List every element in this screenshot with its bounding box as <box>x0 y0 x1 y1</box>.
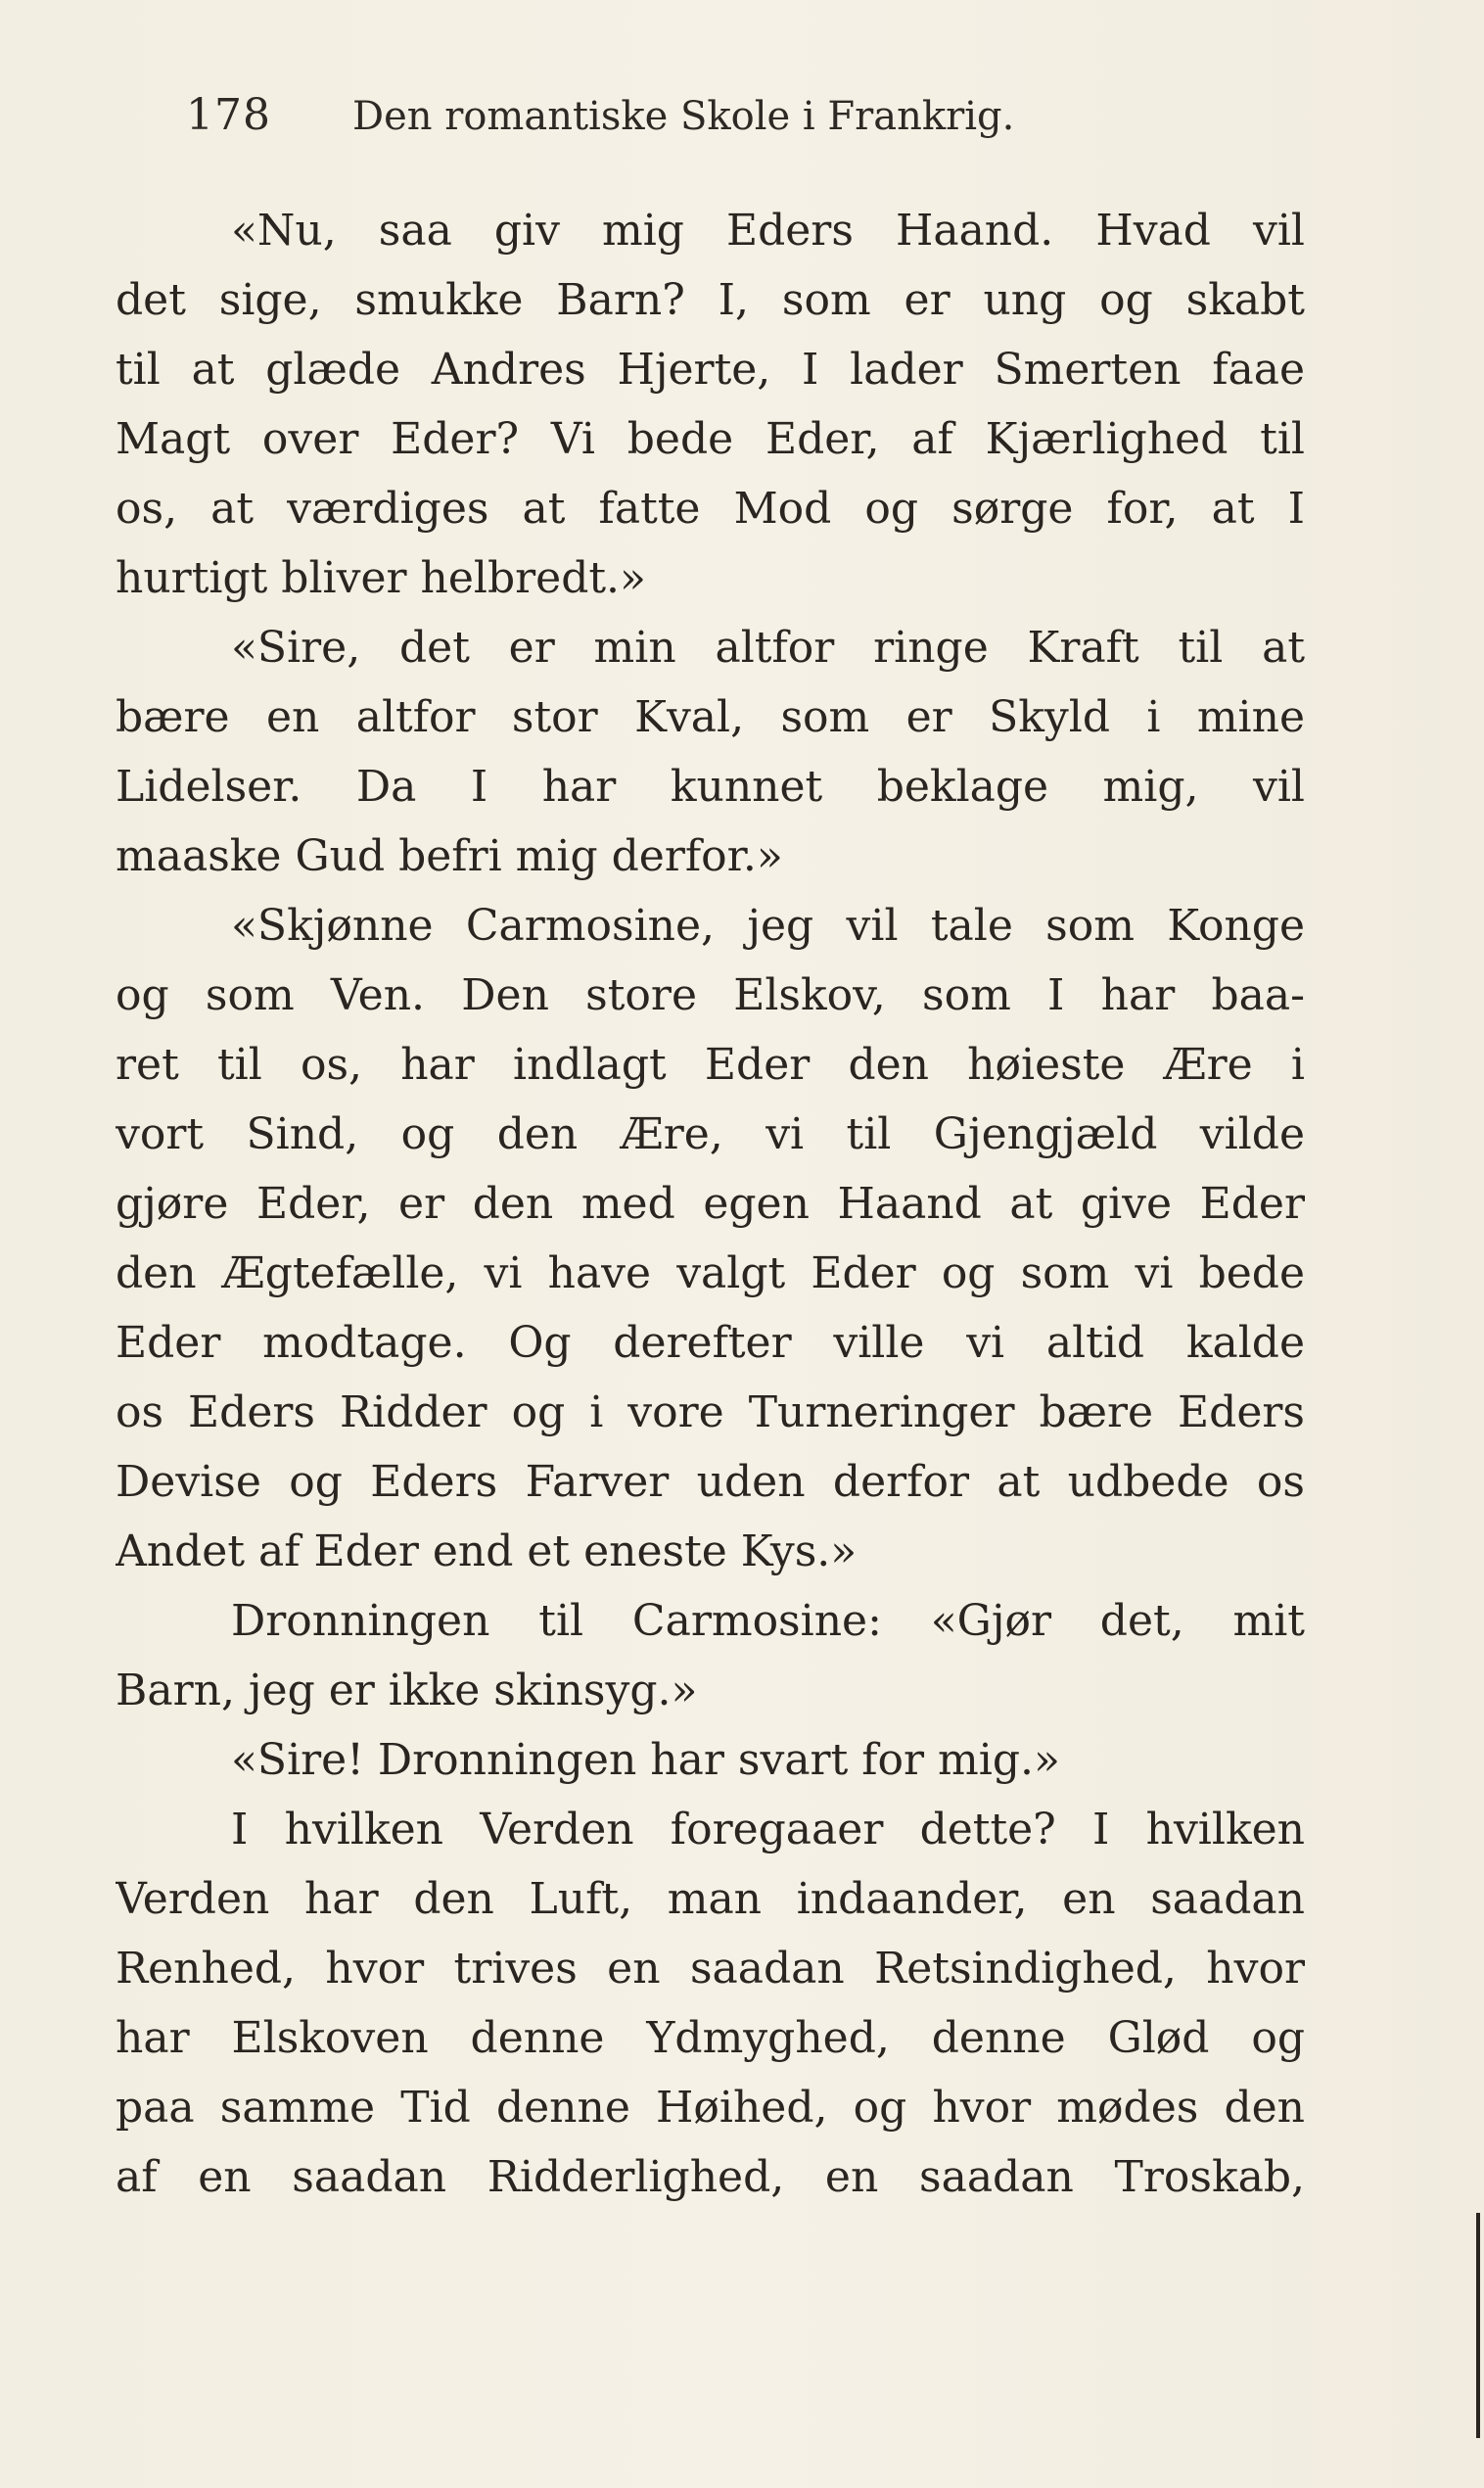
text-line: I hvilken Verden foregaaer dette? I hvilken <box>231 1805 1305 1854</box>
text-line: Magt over Eder? Vi bede Eder, af Kjærlighed til <box>116 414 1305 464</box>
text-line: os, at værdiges at fatte Mod og sørge for, at I <box>116 484 1305 534</box>
text-line: af en saadan Ridderlighed, en saadan Troskab, <box>116 2152 1305 2202</box>
text-line: og som Ven. Den store Elskov, som I har baa- <box>116 970 1305 1020</box>
text-line: hurtigt bliver helbredt.» <box>116 553 646 603</box>
running-title: Den romantiske Skole i Frankrig. <box>352 94 1015 139</box>
text-line: gjøre Eder, er den med egen Haand at give Eder <box>116 1179 1305 1229</box>
body-text <box>116 196 1305 2212</box>
text-line: vort Sind, og den Ære, vi til Gjengjæld vilde <box>116 1109 1305 1159</box>
text-line: Renhed, hvor trives en saadan Retsindighed, hvor <box>116 1944 1305 1994</box>
text-line: Eder modtage. Og derefter ville vi altid kalde <box>116 1318 1305 1368</box>
text-line: Verden har den Luft, man indaander, en saadan <box>116 1874 1305 1924</box>
text-line: Devise og Eders Farver uden derfor at udbede os <box>116 1457 1305 1507</box>
text-line: det sige, smukke Barn? I, som er ung og skabt <box>116 275 1305 325</box>
page-edge-mark <box>1476 2213 1480 2438</box>
text-line: Barn, jeg er ikke skinsyg.» <box>116 1666 698 1715</box>
text-line: Dronningen til Carmosine: «Gjør det, mit <box>231 1596 1305 1646</box>
text-line: os Eders Ridder og i vore Turneringer bære Eders <box>116 1387 1305 1437</box>
text-line: «Sire! Dronningen har svart for mig.» <box>231 1735 1060 1785</box>
text-line: maaske Gud befri mig derfor.» <box>116 831 783 881</box>
text-line: ret til os, har indlagt Eder den høieste Ære i <box>116 1040 1305 1090</box>
text-line: Lidelser. Da I har kunnet beklage mig, vil <box>116 762 1305 812</box>
text-line: Andet af Eder end et eneste Kys.» <box>116 1526 858 1576</box>
text-line: «Nu, saa giv mig Eders Haand. Hvad vil <box>231 206 1305 256</box>
text-line: «Skjønne Carmosine, jeg vil tale som Konge <box>231 901 1305 951</box>
text-line: har Elskoven denne Ydmyghed, denne Glød og <box>116 2013 1305 2063</box>
text-line: paa samme Tid denne Høihed, og hvor mødes den <box>116 2083 1305 2133</box>
page-header <box>186 90 1322 149</box>
text-line: til at glæde Andres Hjerte, I lader Smerten faae <box>116 345 1305 395</box>
text-line: bære en altfor stor Kval, som er Skyld i mine <box>116 692 1305 742</box>
text-line: den Ægtefælle, vi have valgt Eder og som vi bede <box>116 1248 1305 1298</box>
text-line: «Sire, det er min altfor ringe Kraft til at <box>231 623 1305 673</box>
page-number: 178 <box>186 90 271 140</box>
